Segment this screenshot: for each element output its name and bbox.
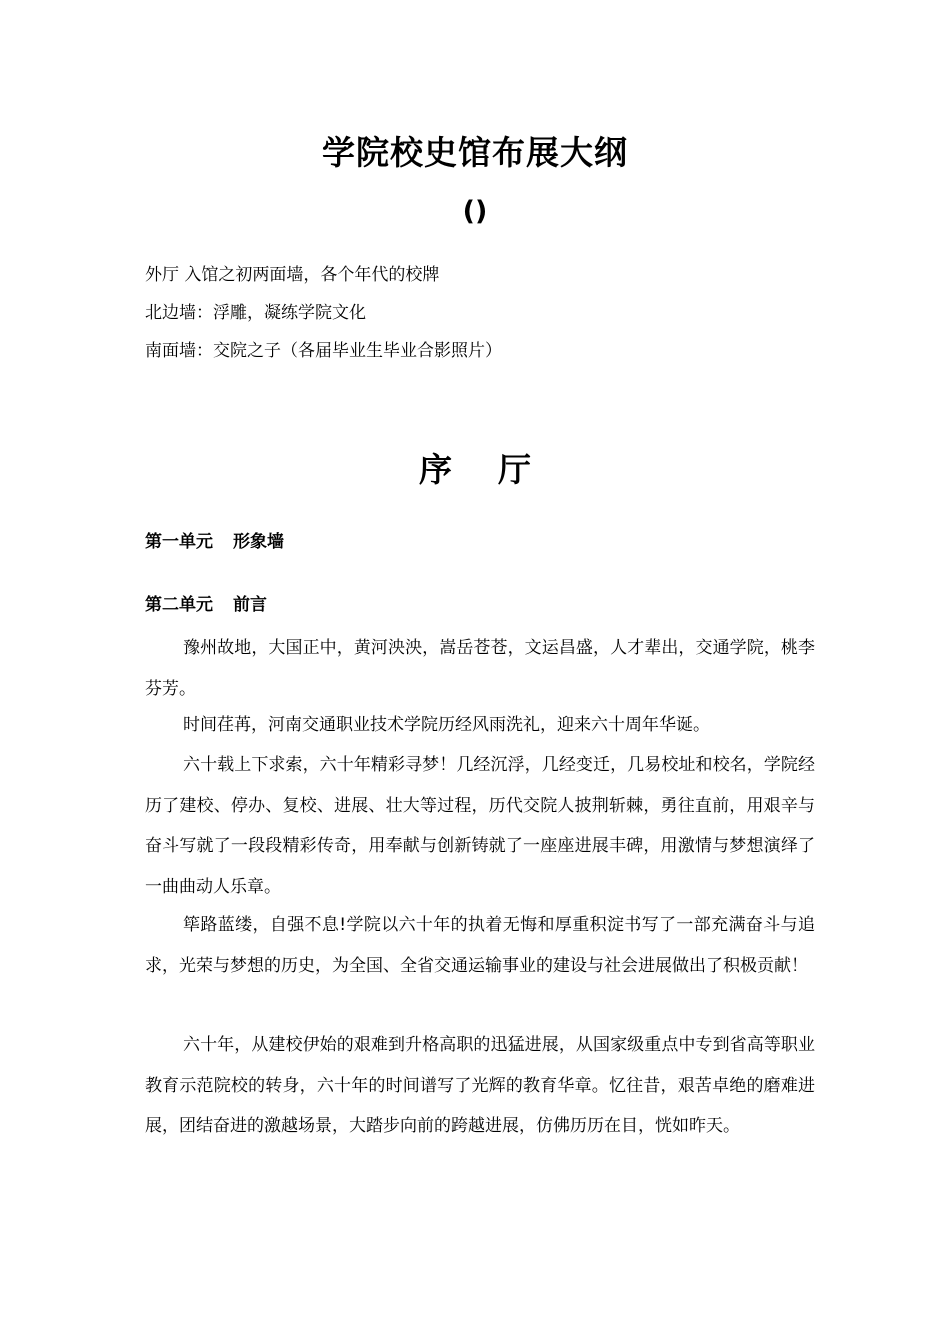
unit-heading (145, 527, 284, 552)
preface-paragraph: 时间荏苒，河南交通职业技术学院历经风雨洗礼，迎来六十周年华诞。 (183, 715, 710, 735)
section-title-left: 序 (419, 450, 452, 489)
outer-hall-line: 外厅 入馆之初两面墙，各个年代的校牌 (145, 265, 440, 285)
unit-label: 第二单元 (145, 595, 213, 615)
unit-heading (145, 590, 267, 615)
document-subtitle: () (462, 196, 488, 227)
preface-paragraph: 豫州故地，大国正中，黄河泱泱，嵩岳苍苍，文运昌盛，人才辈出，交通学院，桃李芬芳。 (145, 638, 815, 699)
document-title: 学院校史馆布展大纲 (322, 133, 628, 172)
preface-paragraph: 筚路蓝缕，自强不息!学院以六十年的执着无悔和厚重积淀书写了一部充满奋斗与追求，光荣与梦想的历史，为全国、全省交通运输事业的建设与社会进展做出了积极贡献！ (145, 915, 815, 976)
unit-name: 前言 (233, 595, 267, 615)
unit-label: 第一单元 (145, 532, 213, 552)
south-wall-line: 南面墙：交院之子（各届毕业生毕业合影照片） (145, 341, 502, 361)
section-title-right: 厅 (498, 450, 531, 489)
unit-name: 形象墙 (233, 532, 284, 552)
preface-paragraph: 六十年，从建校伊始的艰难到升格高职的迅猛进展，从国家级重点中专到省高等职业教育示范院校的转身，六十年的时间谱写了光辉的教育华章。忆往昔，艰苦卓绝的磨难进展，团结奋进的激越场景，大踏步向前的跨越进展，仿佛历历在目，恍如昨天。 (145, 1035, 815, 1136)
preface-paragraph: 六十载上下求索，六十年精彩寻梦！几经沉浮，几经变迁，几易校址和校名，学院经历了建校、停办、复校、进展、壮大等过程，历代交院人披荆斩棘，勇往直前，用艰辛与奋斗写就了一段段精彩传奇，用奉献与创新铸就了一座座进展丰碑，用激情与梦想演绎了一曲曲动人乐章。 (145, 755, 815, 897)
north-wall-line: 北边墙：浮雕，凝练学院文化 (145, 303, 366, 323)
section-title (0, 444, 950, 491)
